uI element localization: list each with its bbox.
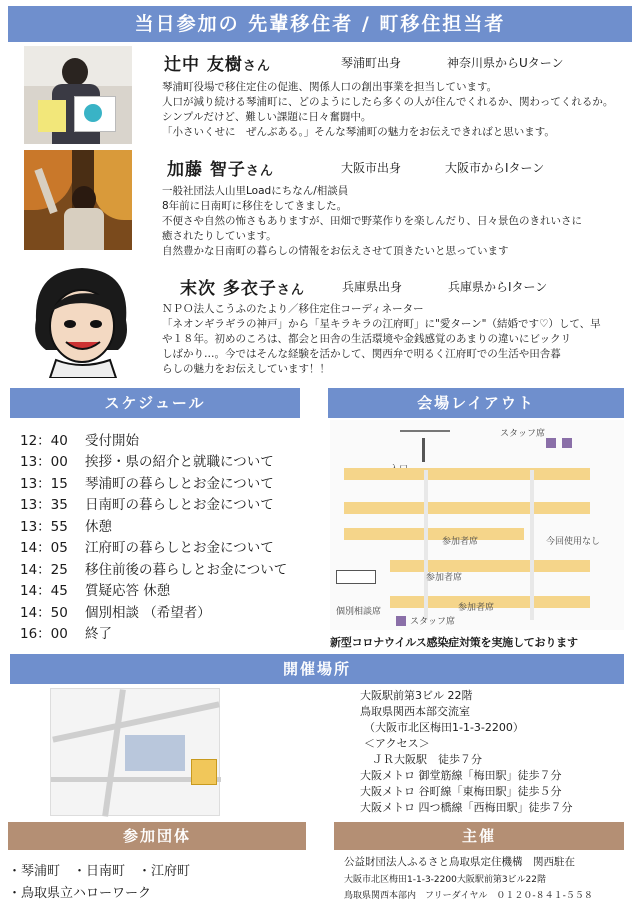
layout-label-staff-1: スタッフ席 [500,429,546,439]
seat-row [390,560,590,572]
organizer-title: 主催 [461,827,496,845]
person-photo-1 [24,46,132,144]
person-origin-1: 琴浦町出身 [341,56,402,70]
schedule-band [10,388,300,418]
organizer-band [334,822,624,850]
person-desc-2: 一般社団法人山里Loadにちなん/相談員 8年前に日南町に移住をしてきました。 不便さや自然の怖さもありますが、田畑で野菜作りを楽しんだり、日々景色のきれいさに 癒されたりしています。 自然豊かな日南町の暮らしの情報をお伝えさせて頂きたいと思っています [162,185,582,257]
covid-note: 新型コロナウイルス感染症対策を実施しております [330,636,578,649]
person-turn-2: 大阪市からIターン [445,161,545,175]
seat-row [344,468,590,480]
layout-diagram [330,420,624,630]
venue-band [10,654,624,684]
person-turn-3: 兵庫県からIターン [448,280,548,294]
layout-title: 会場レイアウト [417,394,535,412]
person-name-3: 末次 多衣子さん [180,279,305,299]
organizer-line-1: 公益財団法人ふるさと鳥取県定住機構 関西駐在 [344,856,575,868]
person-desc-3: ＮＰＯ法人こうふのたより／移住定住コーディネーター 「ネオンギラギラの神戸」から「星キラキラの江府町」に"愛ターン"（結婚です♡）して、早 や１８年。初めのころは、都会と田舎の生活環境や金銭感覚のあまりの違いにビックリ しばかり…。今ではそんな経験を活かして、関西弁で明るく江府町での生活や田舎暮 らしの魅力をお伝えしています！！ [162,303,601,375]
schedule-row: 14：25 移住前後の暮らしとお金について [20,561,288,578]
person-name-1: 辻中 友樹さん [164,55,271,75]
staff-seat-icon [546,438,556,448]
layout-label-seats-1: 参加者席 [442,537,479,547]
layout-label-window: 今回使用なし [546,537,601,547]
seat-row [344,528,524,540]
layout-band [328,388,624,418]
schedule-row: 16：00 終了 [20,626,112,643]
person-turn-1: 神奈川県からUターン [447,56,564,70]
organizer-line-3: 鳥取県関西本部内 フリーダイヤル ０１２０-８４１-５５８ [344,891,593,901]
groups-line-2: ・鳥取県立ハローワーク [8,886,152,901]
header-band [8,6,632,42]
schedule-list [20,428,310,643]
venue-info: 大阪駅前第3ビル 22階 鳥取県関西本部交流室 （大阪市北区梅田1-1-3-2200） ＜アクセス＞ ＪＲ大阪駅 徒歩７分 大阪メトロ 御堂筋線「梅田駅」徒歩７分 大阪メトロ 谷町線「東梅田駅」徒歩５分 大阪メトロ 四つ橋線「西梅田駅」徒歩７分 [360,689,573,814]
groups-title: 参加団体 [122,827,191,845]
groups-band [8,822,306,850]
person-illustration-3 [26,260,138,378]
schedule-row: 13：55 休憩 [20,518,112,535]
schedule-row: 14：05 江府町の暮らしとお金について [20,540,274,557]
person-desc-1: 琴浦町役場で移住定住の促進、関係人口の創出事業を担当しています。 人口が減り続ける琴浦町に、どのようにしたら多くの人が住んでくれるか、関わってくれるか。 シンプルだけど、難しい課題に日々奮闘中。 「小さいくせに ぜんぶある。」そんな琴浦町の魅力をお伝えできればと思います。 [162,81,614,138]
organizer-line-2: 大阪市北区梅田1-1-3-2200大阪駅前第3ビル22階 [344,875,547,885]
layout-label-desk: 個別相談席 [336,607,382,617]
schedule-row: 12：40 受付開始 [20,432,139,449]
schedule-row: 13：00 挨拶・県の紹介と就職について [20,454,274,471]
groups-line-1: ・琴浦町 ・日南町 ・江府町 [8,864,191,879]
header-title: 当日参加の 先輩移住者 / 町移住担当者 [134,13,506,35]
person-origin-3: 兵庫県出身 [342,280,403,294]
seat-row [344,502,590,514]
person-name-2: 加藤 智子さん [167,160,274,180]
layout-label-seats-3: 参加者席 [458,603,495,613]
layout-label-staff-2: スタッフ席 [410,617,456,627]
schedule-title: スケジュール [104,394,206,412]
schedule-row: 13：15 琴浦町の暮らしとお金について [20,475,274,492]
venue-title: 開催場所 [282,660,351,678]
venue-map [50,688,220,816]
layout-label-seats-2: 参加者席 [426,573,463,583]
staff-seat-icon [396,616,406,626]
staff-seat-icon [562,438,572,448]
person-origin-2: 大阪市出身 [341,161,402,175]
schedule-row: 13：35 日南町の暮らしとお金について [20,497,274,514]
person-photo-2 [24,150,132,250]
schedule-row: 14：50 個別相談 （希望者） [20,604,211,621]
schedule-row: 14：45 質疑応答 休憩 [20,583,171,600]
